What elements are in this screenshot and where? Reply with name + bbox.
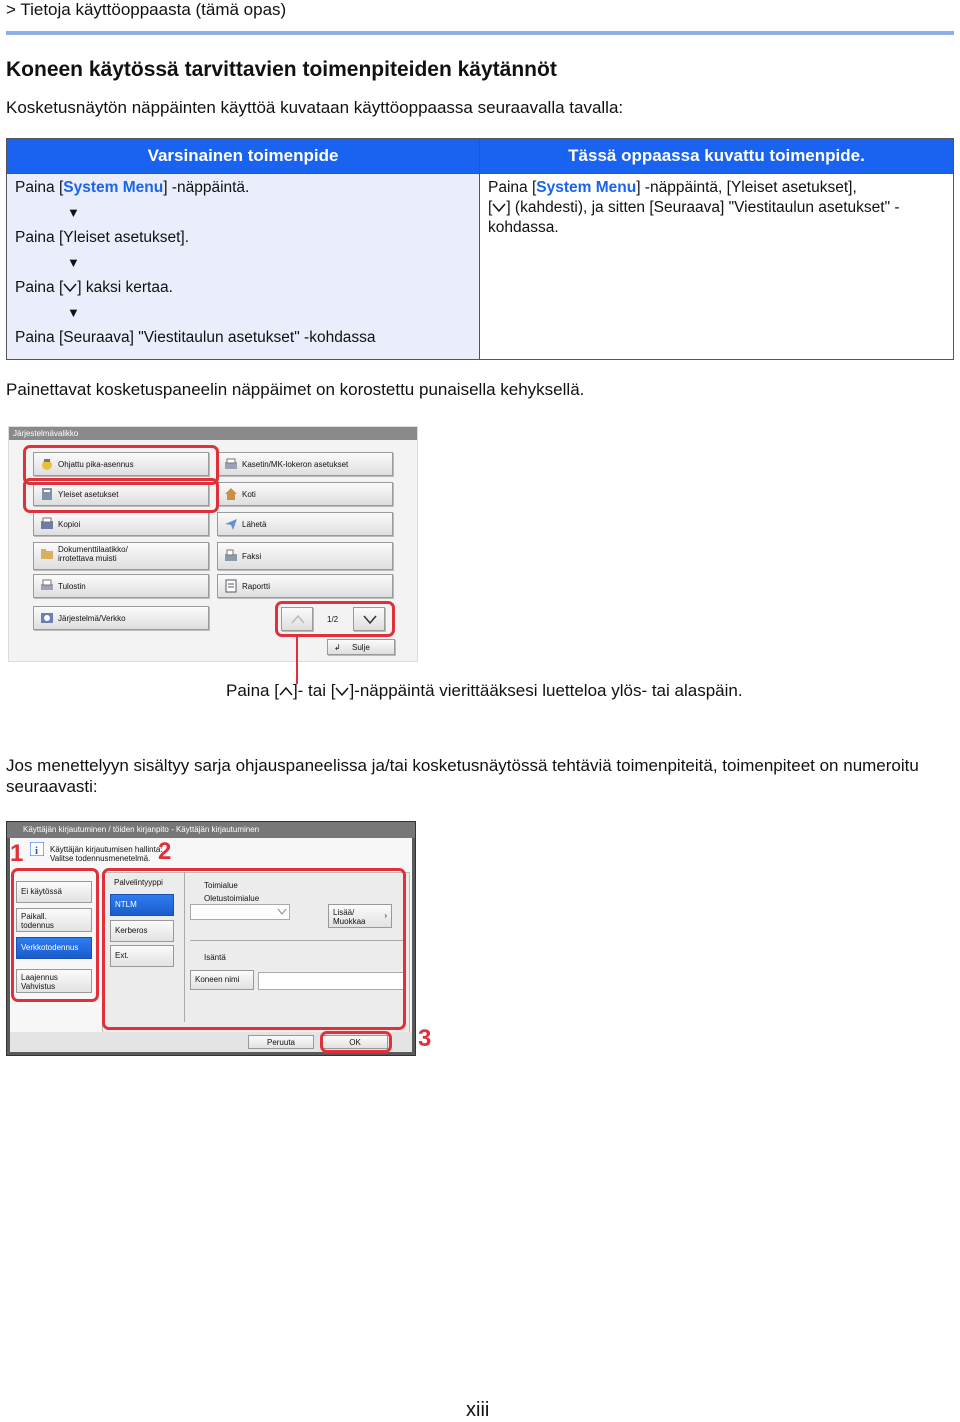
breadcrumb[interactable]: > Tietoja käyttöoppaasta (tämä opas) (6, 0, 287, 19)
cancel-button[interactable]: Peruuta (248, 1035, 314, 1049)
highlight-step-3 (320, 1031, 392, 1053)
fax-button[interactable]: Faksi (217, 542, 393, 570)
step-general-settings: Paina [Yleiset asetukset]. (15, 229, 190, 246)
chevron-up-icon (279, 684, 293, 698)
send-button[interactable]: Lähetä (217, 512, 393, 536)
step-press-down-twice: Paina [ ] kaksi kertaa. (15, 279, 173, 296)
quick-setup-button[interactable]: Ohjattu pika-asennus (33, 452, 209, 476)
copy-icon (40, 517, 54, 531)
option-network-auth[interactable]: Verkkotodennus (16, 937, 92, 959)
option-local-auth[interactable]: Paikall. todennus (16, 908, 92, 932)
guide-procedure-cell (480, 174, 954, 360)
numbered-steps-note: Jos menettelyyn sisältyy sarja ohjauspaneelissa ja/tai kosketusnäytössä tehtäviä toimenpiteitä, toimenpiteet on numeroitu seuraavasti: (6, 756, 919, 796)
guide-line-3: kohdassa. (488, 219, 559, 236)
page-number: xiii (466, 1399, 490, 1421)
general-settings-button[interactable]: Yleiset asetukset (33, 482, 209, 506)
header-rule (6, 31, 954, 35)
document-box-button[interactable]: Dokumenttilaatikko/ irrotettava muisti (33, 542, 209, 570)
add-edit-button[interactable]: Lisää/ Muokkaa › (328, 904, 392, 928)
step-system-menu: Paina [System Menu] -näppäintä. (15, 179, 250, 196)
send-icon (224, 517, 238, 531)
chevron-down-icon (335, 684, 349, 698)
highlight-general-settings (23, 478, 219, 513)
panel-title: Käyttäjän kirjautuminen / töiden kirjanpito - Käyttäjän kirjautuminen (7, 822, 415, 838)
highlight-scroll-buttons (275, 601, 395, 637)
scroll-caption: Paina [ ]- tai [ ]-näppäintä vierittääksesi luetteloa ylös- tai alaspäin. (226, 681, 743, 700)
user-login-screenshot (6, 821, 416, 1056)
cassette-icon (224, 457, 238, 471)
info-icon (30, 842, 44, 856)
chevron-right-icon: › (384, 911, 387, 920)
network-icon (40, 611, 54, 625)
down-arrow-icon: ▼ (67, 255, 80, 270)
ok-button[interactable]: OK (322, 1035, 388, 1049)
callout-line (296, 634, 298, 684)
step-marker-1: 1 (10, 840, 24, 867)
guide-line-2: [ ] (kahdesti), ja sitten [Seuraava] "Viestitaulun asetukset" - (488, 199, 900, 216)
actual-procedure-cell (7, 174, 480, 360)
folder-icon (40, 547, 54, 561)
system-network-button[interactable]: Järjestelmä/Verkko (33, 606, 209, 630)
host-label: Isäntä (204, 953, 226, 962)
report-icon (224, 579, 238, 593)
panel-title: Järjestelmävalikko (9, 427, 417, 440)
fax-icon (224, 549, 238, 563)
enter-icon: ↲ (334, 643, 341, 652)
printer-icon (40, 579, 54, 593)
highlight-step-2 (102, 868, 406, 1030)
close-button[interactable]: ↲ Sulje (327, 639, 395, 655)
option-disabled[interactable]: Ei käytössä (16, 881, 92, 903)
machine-name-button[interactable]: Koneen nimi (190, 970, 254, 990)
highlight-step-1 (11, 868, 99, 1002)
copy-button[interactable]: Kopioi (33, 512, 209, 536)
page-indicator: 1/2 (327, 615, 339, 624)
guide-line-1: Paina [System Menu] -näppäintä, [Yleiset asetukset], (488, 179, 857, 196)
column-header-guide: Tässä oppaassa kuvattu toimenpide. (480, 139, 954, 174)
server-ext[interactable]: Ext. (110, 945, 174, 967)
column-header-actual: Varsinainen toimenpide (7, 139, 480, 174)
intro-text: Kosketusnäytön näppäinten käyttöä kuvataan käyttöoppaassa seuraavalla tavalla: (6, 98, 624, 117)
report-button[interactable]: Raportti (217, 574, 393, 598)
down-arrow-icon: ▼ (67, 205, 80, 220)
printer-button[interactable]: Tulostin (33, 574, 209, 598)
comparison-table (6, 138, 954, 360)
section-heading: Koneen käytössä tarvittavien toimenpiteiden käytännöt (6, 58, 557, 81)
option-extension[interactable]: Laajennus Vahvistus (16, 969, 92, 993)
info-message: Käyttäjän kirjautumisen hallinta: Valitse todennusmenetelmä. (50, 845, 163, 863)
svg-text:i: i (35, 845, 39, 856)
home-button[interactable]: Koti (217, 482, 393, 506)
step-marker-2: 2 (158, 838, 172, 865)
red-frame-note: Painettavat kosketuspaneelin näppäimet on korostettu punaisella kehyksellä. (6, 380, 585, 399)
chevron-down-icon (63, 280, 77, 294)
step-marker-3: 3 (418, 1025, 432, 1052)
server-type-label: Palvelintyyppi (114, 878, 163, 887)
domain-labels: Toimialue Oletustoimialue (204, 881, 260, 903)
panel-body (10, 838, 412, 1052)
down-arrow-icon: ▼ (67, 305, 80, 320)
system-menu-screenshot (8, 426, 418, 662)
step-next: Paina [Seuraava] "Viestitaulun asetukset" -kohdassa (15, 329, 376, 346)
server-ntlm[interactable]: NTLM (110, 894, 174, 916)
cassette-settings-button[interactable]: Kasetin/MK-lokeron asetukset (217, 452, 393, 476)
server-kerberos[interactable]: Kerberos (110, 920, 174, 942)
home-icon (224, 487, 238, 501)
chevron-down-icon (492, 200, 506, 214)
